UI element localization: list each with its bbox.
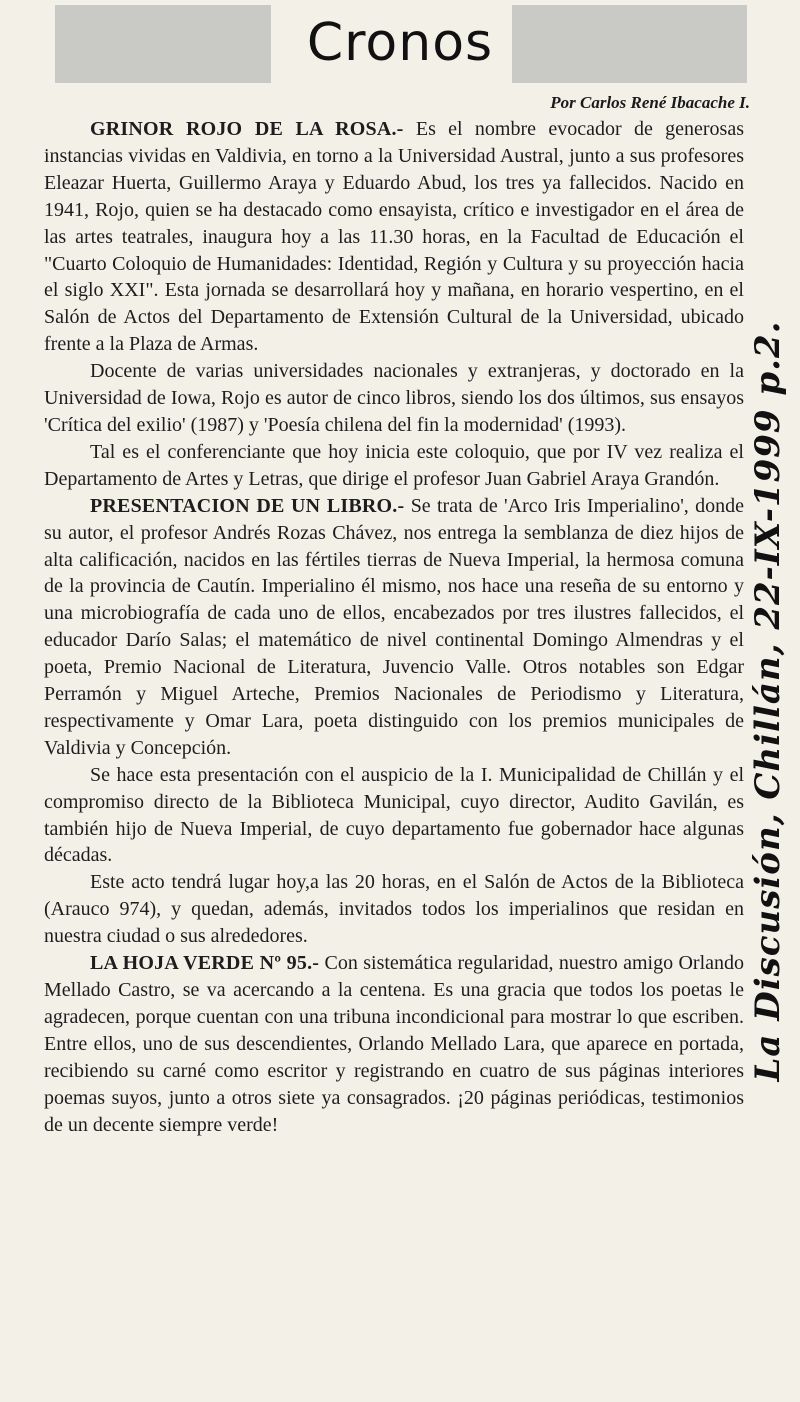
paragraph-text: Se trata de 'Arco Iris Imperialino', donde su autor, el profesor Andrés Rozas Chávez, nos entrega la semblanza de diez hijos de alta calificación, nacidos en las fértiles tierras de Nueva Imperial, la hermosa comuna de la provincia de Cautín. Imperialino él mismo, nos hace una reseña de su entorno y una microbiografía de cada uno de ellos, encabezados por tres ilustres fallecidos, el educador Darío Salas; el matemático de nivel continental Domingo Almendras y el poeta, Premio Nacional de Literatura, Juvencio Valle. Otros notables son Edgar Perramón y Miguel Arteche, Premios Nacionales de Periodismo y Literatura, respectivamente y Omar Lara, poeta distinguido con los premios municipales de Valdivia y Concepción. xyxy=(44,494,744,759)
paragraph-auspicio xyxy=(44,762,744,870)
paragraph-text: Se hace esta presentación con el auspicio de la I. Municipalidad de Chillán y el compromiso directo de la Biblioteca Municipal, cuyo director, Audito Gavilán, es también hijo de Nueva Imperial, de cuyo departamento fue gobernador hace algunas décadas. xyxy=(44,763,744,867)
paragraph-conferenciante xyxy=(44,439,744,493)
paragraph-acto xyxy=(44,869,744,950)
paragraph-presentacion-libro xyxy=(44,493,744,762)
paragraph-hoja-verde xyxy=(44,950,744,1138)
article-body xyxy=(44,116,744,1138)
paragraph-docente xyxy=(44,358,744,439)
section-heading: GRINOR ROJO DE LA ROSA.- xyxy=(90,118,404,140)
paragraph-text: Con sistemática regularidad, nuestro amigo Orlando Mellado Castro, se va acercando a la centena. Es una gracia que todos los poetas le agradecen, porque cuentan con una tribuna incondicional para mostrar lo que escriben. Entre ellos, uno de sus descendientes, Orlando Mellado Lara, que aparece en portada, recibiendo su carné como escritor y registrando en cuatro de sus páginas interiores poemas suyos, junto a otros siete ya consagrados. ¡20 páginas periódicas, testimonios de un decente siempre verde! xyxy=(44,952,745,1136)
paragraph-text: Tal es el conferenciante que hoy inicia este coloquio, que por IV vez realiza el Departamento de Artes y Letras, que dirige el profesor Juan Gabriel Araya Grandón. xyxy=(44,440,744,490)
header-gray-block-left xyxy=(55,5,271,83)
section-heading: LA HOJA VERDE Nº 95.- xyxy=(90,952,320,975)
section-heading: PRESENTACION DE UN LIBRO.- xyxy=(90,494,405,517)
paragraph-text: Docente de varias universidades nacionales y extranjeras, y doctorado en la Universidad de Iowa, Rojo es autor de cinco libros, siendo los dos últimos, sus ensayos 'Crítica del exilio' (1987) y 'Poesía chilena del fin la modernidad' (1993). xyxy=(44,360,744,436)
column-title: Cronos xyxy=(306,13,494,73)
paragraph-text: Es el nombre evocador de generosas instancias vividas en Valdivia, en torno a la Universidad Austral, junto a sus profesores Eleazar Huerta, Guillermo Araya y Eduardo Abud, los tres ya fallecidos. Nacido en 1941, Rojo, quien se ha destacado como ensayista, crítico e investigador en el área de las artes teatrales, inaugura hoy a las 11.30 horas, en la Facultad de Educación el "Cuarto Coloquio de Humanidades: Identidad, Región y Cultura y su proyección hacia el siglo XXI". Esta jornada se desarrollará hoy y mañana, en horario vespertino, en el Salón de Actos del Departamento de Extensión Cultural de la Universidad, ubicado frente a la Plaza de Armas. xyxy=(44,118,744,356)
paragraph-grinor-rojo xyxy=(44,116,744,358)
byline: Por Carlos René Ibacache I. xyxy=(550,93,750,112)
handwritten-source-note: La Discusión, Chillán, 22-IX-1999 p.2. xyxy=(748,320,788,1082)
paragraph-text: Este acto tendrá lugar hoy,a las 20 horas, en el Salón de Actos de la Biblioteca (Arauco 974), y quedan, además, invitados todos los imperialinos que residan en nuestra ciudad o sus alrededores. xyxy=(44,871,744,948)
